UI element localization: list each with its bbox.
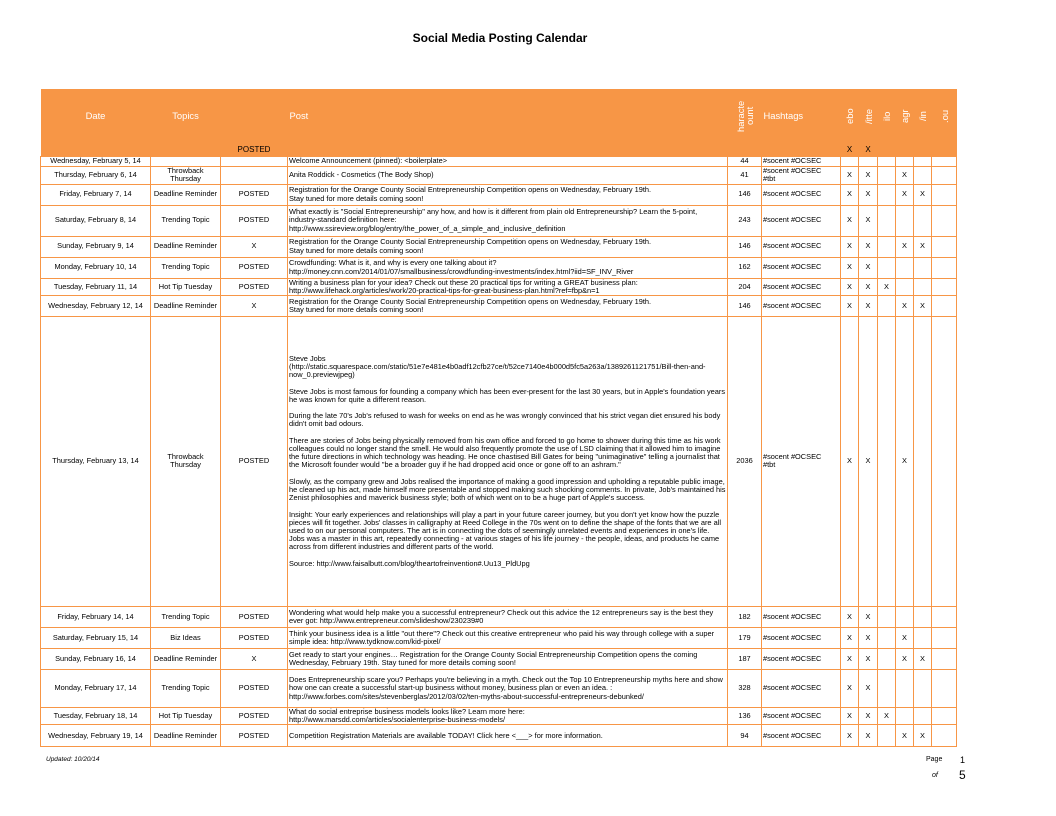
channel-5-cell <box>914 257 932 278</box>
hashtags-cell: #socent #OCSEC <box>762 606 841 627</box>
channel-1-cell: X <box>841 606 859 627</box>
channel-6-cell <box>932 295 957 316</box>
channel-2-cell: X <box>859 166 878 184</box>
post-header: Post <box>288 89 728 144</box>
count-cell: 146 <box>728 236 762 257</box>
channel-1-cell: X <box>841 669 859 707</box>
post-cell: Think your business idea is a little "out there"? Check out this creative entrepreneur who paid his way through college with a super simple idea: http://www.tydknow.com/kid-pixel/ <box>288 627 728 648</box>
channel-5-cell <box>914 627 932 648</box>
channel-5-cell <box>914 205 932 236</box>
topic-cell: Hot Tip Tuesday <box>151 278 221 295</box>
channel-1-cell: X <box>841 295 859 316</box>
channel-4-cell: X <box>896 295 914 316</box>
status-cell: POSTED <box>221 669 288 707</box>
channel-1-cell: X <box>841 316 859 606</box>
channel-2-cell <box>859 156 878 166</box>
count-cell: 182 <box>728 606 762 627</box>
channel-5-cell <box>914 156 932 166</box>
status-cell: X <box>221 295 288 316</box>
channel-4-cell: X <box>896 316 914 606</box>
status-cell: POSTED <box>221 184 288 205</box>
status-cell: POSTED <box>221 278 288 295</box>
channel-6-cell <box>932 669 957 707</box>
channel-6-cell <box>932 184 957 205</box>
channel-4-cell <box>896 606 914 627</box>
post-cell: What exactly is "Social Entrepreneurship" any how, and how is it different from plain old Entrepreneurship? Learn the 5-point, industry-standard definition here: http://www.ssireview.org/blog/entry/the_power_of_a_simple_and_inclusive_definition <box>288 205 728 236</box>
post-cell: Wondering what would help make you a successful entrepreneur? Check out this advice the 12 entrepreneurs say is the best they ever got: http://www.entrepreneur.com/slideshow/230239#0 <box>288 606 728 627</box>
header-x-2: X <box>859 144 878 156</box>
channel-6-cell <box>932 278 957 295</box>
table-row <box>41 725 957 747</box>
channel-2-cell: X <box>859 257 878 278</box>
channel-2-cell: X <box>859 627 878 648</box>
hashtags-cell: #socent #OCSEC <box>762 627 841 648</box>
channel-3-cell <box>878 627 896 648</box>
channel-header-6: .ou <box>932 89 957 144</box>
channel-4-cell: X <box>896 725 914 747</box>
channel-3-cell <box>878 184 896 205</box>
channel-6-cell <box>932 166 957 184</box>
page-title: Social Media Posting Calendar <box>412 31 588 45</box>
count-cell: 146 <box>728 295 762 316</box>
hashtags-cell: #socent #OCSEC #tbt <box>762 166 841 184</box>
count-cell: 187 <box>728 648 762 669</box>
channel-5-cell <box>914 166 932 184</box>
date-cell: Monday, February 10, 14 <box>41 257 151 278</box>
channel-2-cell: X <box>859 669 878 707</box>
channel-5-cell <box>914 606 932 627</box>
status-header <box>221 89 288 144</box>
topic-cell: Trending Topic <box>151 257 221 278</box>
page-total: 5 <box>959 768 966 782</box>
channel-3-cell <box>878 166 896 184</box>
hashtags-cell: #socent #OCSEC <box>762 648 841 669</box>
hashtags-cell: #socent #OCSEC <box>762 184 841 205</box>
channel-2-cell: X <box>859 205 878 236</box>
count-cell: 204 <box>728 278 762 295</box>
channel-2-cell: X <box>859 648 878 669</box>
date-cell: Monday, February 17, 14 <box>41 669 151 707</box>
channel-1-cell: X <box>841 278 859 295</box>
channel-1-cell: X <box>841 648 859 669</box>
topic-cell: Trending Topic <box>151 205 221 236</box>
hashtags-cell: #socent #OCSEC <box>762 205 841 236</box>
posting-calendar-table <box>40 89 957 747</box>
channel-6-cell <box>932 707 957 724</box>
channel-3-cell: X <box>878 278 896 295</box>
status-cell: POSTED <box>221 627 288 648</box>
count-cell: 179 <box>728 627 762 648</box>
count-cell: 328 <box>728 669 762 707</box>
channel-3-cell <box>878 648 896 669</box>
channel-6-cell <box>932 648 957 669</box>
date-cell: Sunday, February 9, 14 <box>41 236 151 257</box>
date-cell: Saturday, February 15, 14 <box>41 627 151 648</box>
channel-1-cell: X <box>841 166 859 184</box>
date-header: Date <box>41 89 151 144</box>
channel-2-cell: X <box>859 316 878 606</box>
count-cell: 243 <box>728 205 762 236</box>
channel-2-cell: X <box>859 278 878 295</box>
date-cell: Saturday, February 8, 14 <box>41 205 151 236</box>
topic-cell: Throwback Thursday <box>151 166 221 184</box>
hashtags-cell: #socent #OCSEC <box>762 669 841 707</box>
header-row <box>41 89 957 144</box>
post-cell: Get ready to start your engines… Registration for the Orange County Social Entrepreneurship Competition opens the coming Wednesday, February 19th. Stay tuned for more details coming soon! <box>288 648 728 669</box>
status-cell: POSTED <box>221 606 288 627</box>
post-cell: Registration for the Orange County Social Entrepreneurship Competition opens on Wednesday, February 19th. Stay tuned for more details coming soon! <box>288 295 728 316</box>
channel-6-cell <box>932 316 957 606</box>
channel-header-2: /itte <box>859 89 878 144</box>
channel-1-cell: X <box>841 184 859 205</box>
channel-6-cell <box>932 627 957 648</box>
topic-cell: Deadline Reminder <box>151 648 221 669</box>
status-cell: POSTED <box>221 707 288 724</box>
channel-header-3: ilo <box>878 89 896 144</box>
channel-3-cell <box>878 606 896 627</box>
page-label: Page <box>926 756 943 763</box>
channel-5-cell: X <box>914 295 932 316</box>
channel-4-cell <box>896 257 914 278</box>
channel-3-cell <box>878 205 896 236</box>
date-cell: Thursday, February 13, 14 <box>41 316 151 606</box>
channel-4-cell <box>896 156 914 166</box>
count-cell: 146 <box>728 184 762 205</box>
post-cell: Does Entrepreneurship scare you? Perhaps you're believing in a myth. Check out the Top 10 Entrepreneurship myths here and show how one can create a successful start-up business without money, business plan or even an idea. : http://www.forbes.com/sites/stevenberglas/2012/03/02/ten-myths-about-successful-entrepreneurs-debunked/ <box>288 669 728 707</box>
hashtags-cell: #socent #OCSEC <box>762 725 841 747</box>
post-cell: Anita Roddick - Cosmetics (The Body Shop) <box>288 166 728 184</box>
channel-3-cell <box>878 725 896 747</box>
channel-4-cell: X <box>896 166 914 184</box>
status-cell: POSTED <box>221 316 288 606</box>
channel-1-cell: X <box>841 236 859 257</box>
date-cell: Wednesday, February 5, 14 <box>41 156 151 166</box>
status-cell: POSTED <box>221 257 288 278</box>
channel-1-cell: X <box>841 627 859 648</box>
channel-5-cell <box>914 669 932 707</box>
topics-header: Topics <box>151 89 221 144</box>
channel-4-cell: X <box>896 627 914 648</box>
topic-cell: Deadline Reminder <box>151 236 221 257</box>
topic-cell: Trending Topic <box>151 606 221 627</box>
channel-2-cell: X <box>859 184 878 205</box>
topic-cell: Trending Topic <box>151 669 221 707</box>
channel-6-cell <box>932 257 957 278</box>
date-cell: Friday, February 14, 14 <box>41 606 151 627</box>
channel-6-cell <box>932 205 957 236</box>
count-cell: 162 <box>728 257 762 278</box>
hashtags-cell: #socent #OCSEC <box>762 707 841 724</box>
page-number: 1 <box>960 755 966 765</box>
channel-4-cell: X <box>896 648 914 669</box>
topic-cell: Deadline Reminder <box>151 295 221 316</box>
channel-3-cell <box>878 669 896 707</box>
status-cell: POSTED <box>221 725 288 747</box>
date-cell: Wednesday, February 19, 14 <box>41 725 151 747</box>
date-cell: Sunday, February 16, 14 <box>41 648 151 669</box>
hashtags-cell: #socent #OCSEC #tbt <box>762 316 841 606</box>
channel-3-cell <box>878 257 896 278</box>
channel-2-cell: X <box>859 707 878 724</box>
post-cell: Competition Registration Materials are available TODAY! Click here <___> for more information. <box>288 725 728 747</box>
table-row <box>41 627 957 648</box>
channel-3-cell <box>878 316 896 606</box>
channel-6-cell <box>932 606 957 627</box>
channel-5-cell: X <box>914 236 932 257</box>
channel-1-cell: X <box>841 205 859 236</box>
table-row <box>41 707 957 724</box>
channel-5-cell <box>914 278 932 295</box>
hashtags-cell: #socent #OCSEC <box>762 295 841 316</box>
table-row <box>41 257 957 278</box>
channel-5-cell: X <box>914 725 932 747</box>
post-cell: Crowdfunding: What is it, and why is every one talking about it? http://money.cnn.com/2014/01/07/smallbusiness/crowdfunding-investments/index.html?iid=SF_INV_River <box>288 257 728 278</box>
channel-2-cell: X <box>859 725 878 747</box>
hashtags-cell: #socent #OCSEC <box>762 278 841 295</box>
hashtags-cell: #socent #OCSEC <box>762 236 841 257</box>
channel-2-cell: X <box>859 236 878 257</box>
date-cell: Thursday, February 6, 14 <box>41 166 151 184</box>
table-row <box>41 236 957 257</box>
date-cell: Wednesday, February 12, 14 <box>41 295 151 316</box>
status-cell <box>221 156 288 166</box>
channel-5-cell <box>914 707 932 724</box>
table-row <box>41 278 957 295</box>
channel-1-cell: X <box>841 257 859 278</box>
post-cell: Registration for the Orange County Social Entrepreneurship Competition opens on Wednesday, February 19th. Stay tuned for more details coming soon! <box>288 184 728 205</box>
channel-4-cell: X <box>896 236 914 257</box>
hashtags-cell: #socent #OCSEC <box>762 156 841 166</box>
count-cell: 44 <box>728 156 762 166</box>
table-row <box>41 648 957 669</box>
count-cell: 94 <box>728 725 762 747</box>
channel-5-cell: X <box>914 184 932 205</box>
channel-1-cell: X <box>841 707 859 724</box>
count-cell: 136 <box>728 707 762 724</box>
channel-4-cell <box>896 205 914 236</box>
table-row <box>41 205 957 236</box>
count-cell: 41 <box>728 166 762 184</box>
channel-5-cell <box>914 316 932 606</box>
table-row <box>41 295 957 316</box>
header-x-1: X <box>841 144 859 156</box>
table-row <box>41 166 957 184</box>
table-row <box>41 156 957 166</box>
channel-4-cell <box>896 278 914 295</box>
status-cell: X <box>221 236 288 257</box>
topic-cell <box>151 156 221 166</box>
channel-6-cell <box>932 236 957 257</box>
updated-date: Updated: 10/20/14 <box>46 756 100 763</box>
status-cell <box>221 166 288 184</box>
channel-4-cell: X <box>896 184 914 205</box>
topic-cell: Deadline Reminder <box>151 184 221 205</box>
channel-1-cell: X <box>841 725 859 747</box>
topic-cell: Deadline Reminder <box>151 725 221 747</box>
post-cell: Registration for the Orange County Social Entrepreneurship Competition opens on Wednesday, February 19th. Stay tuned for more details coming soon! <box>288 236 728 257</box>
table-row <box>41 669 957 707</box>
date-cell: Tuesday, February 11, 14 <box>41 278 151 295</box>
hashtags-cell: #socent #OCSEC <box>762 257 841 278</box>
channel-3-cell <box>878 156 896 166</box>
post-cell: Writing a business plan for your idea? Check out these 20 practical tips for writing a GREAT business plan: http://www.lifehack.org/articles/work/20-practical-tips-for-great-business-plan.html?ref=fbp&n=1 <box>288 278 728 295</box>
post-cell: Steve Jobs (http://static.squarespace.com/static/51e7e481e4b0adf12cfb27ce/t/52ce7140e4b000d5fc5a263a/1389261121751/Bill-then-and-now_0.previewjpeg) Steve Jobs is most famous for founding a company which has been ever-present for the last 30 years, but in Apple's foundation years he was known for quite a different reason. During the late 70's Job's refused to wash for weeks on end as he was wrongly convinced that his strict vegan diet ensured his body didn't omit bad odours. There are stories of Jobs being physically removed from his own office and forced to go home to shower during this time as his work colleagues could no longer stand the smell. He would also frequently promote the use of LSD claiming that it allowed him to imagine the future directions in which technology was heading. He once chastised Bill Gates for being "unimaginative" telling a journalist that the Microsoft founder would "be a broader guy if he had dropped acid once or gone off to an ashram." Slowly, as the company grew and Jobs realised the importance of making a good impression and upholding a reputable public image, he cleaned up his act, made himself more presentable and stopped making such shocking comments. In private, Job's maintained his Zenist philosophies and maverick business style; both of which went on to be a huge part of Apple's success. Insight: Your early experiences and relationships will play a part in your future career journey, but you don't yet know how the puzzle pieces will fit together. Jobs' classes in calligraphy at Reed College in the 70s went on to define the shape of the fonts that we are all used to on our personal computers. The art is in connecting the dots of seemingly unrelated events and experiences in one's life. Jobs was a master in this art, repeatedly connecting - at various stages of his life journey - the people, ideas, and products he came across from different industries and different parts of the world. Source: http://www.faisalbutt.com/blog/theartofreinvention#.Uu13_PldUpg <box>288 316 728 606</box>
table-row <box>41 316 957 606</box>
channel-3-cell: X <box>878 707 896 724</box>
channel-6-cell <box>932 725 957 747</box>
table-row <box>41 606 957 627</box>
topic-cell: Throwback Thursday <box>151 316 221 606</box>
topic-cell: Biz Ideas <box>151 627 221 648</box>
channel-4-cell <box>896 669 914 707</box>
hashtags-header: Hashtags <box>762 89 841 144</box>
channel-header-1: ebo <box>841 89 859 144</box>
header-subrow <box>41 144 957 156</box>
channel-6-cell <box>932 156 957 166</box>
post-cell: What do social entreprise business models looks like? Learn more here: http://www.marsdd.com/articles/socialenterprise-business-models/ <box>288 707 728 724</box>
status-cell: POSTED <box>221 205 288 236</box>
channel-4-cell <box>896 707 914 724</box>
of-label: of <box>932 772 938 779</box>
posted-label: POSTED <box>221 144 288 156</box>
char-count-header: haracte ount <box>728 89 762 144</box>
channel-header-4: agr <box>896 89 914 144</box>
channel-2-cell: X <box>859 295 878 316</box>
channel-header-5: /in <box>914 89 932 144</box>
table-row <box>41 184 957 205</box>
date-cell: Friday, February 7, 14 <box>41 184 151 205</box>
channel-2-cell: X <box>859 606 878 627</box>
status-cell: X <box>221 648 288 669</box>
channel-5-cell: X <box>914 648 932 669</box>
date-cell: Tuesday, February 18, 14 <box>41 707 151 724</box>
topic-cell: Hot Tip Tuesday <box>151 707 221 724</box>
post-cell: Welcome Announcement (pinned): <boilerplate> <box>288 156 728 166</box>
channel-3-cell <box>878 295 896 316</box>
count-cell: 2036 <box>728 316 762 606</box>
channel-1-cell <box>841 156 859 166</box>
channel-3-cell <box>878 236 896 257</box>
